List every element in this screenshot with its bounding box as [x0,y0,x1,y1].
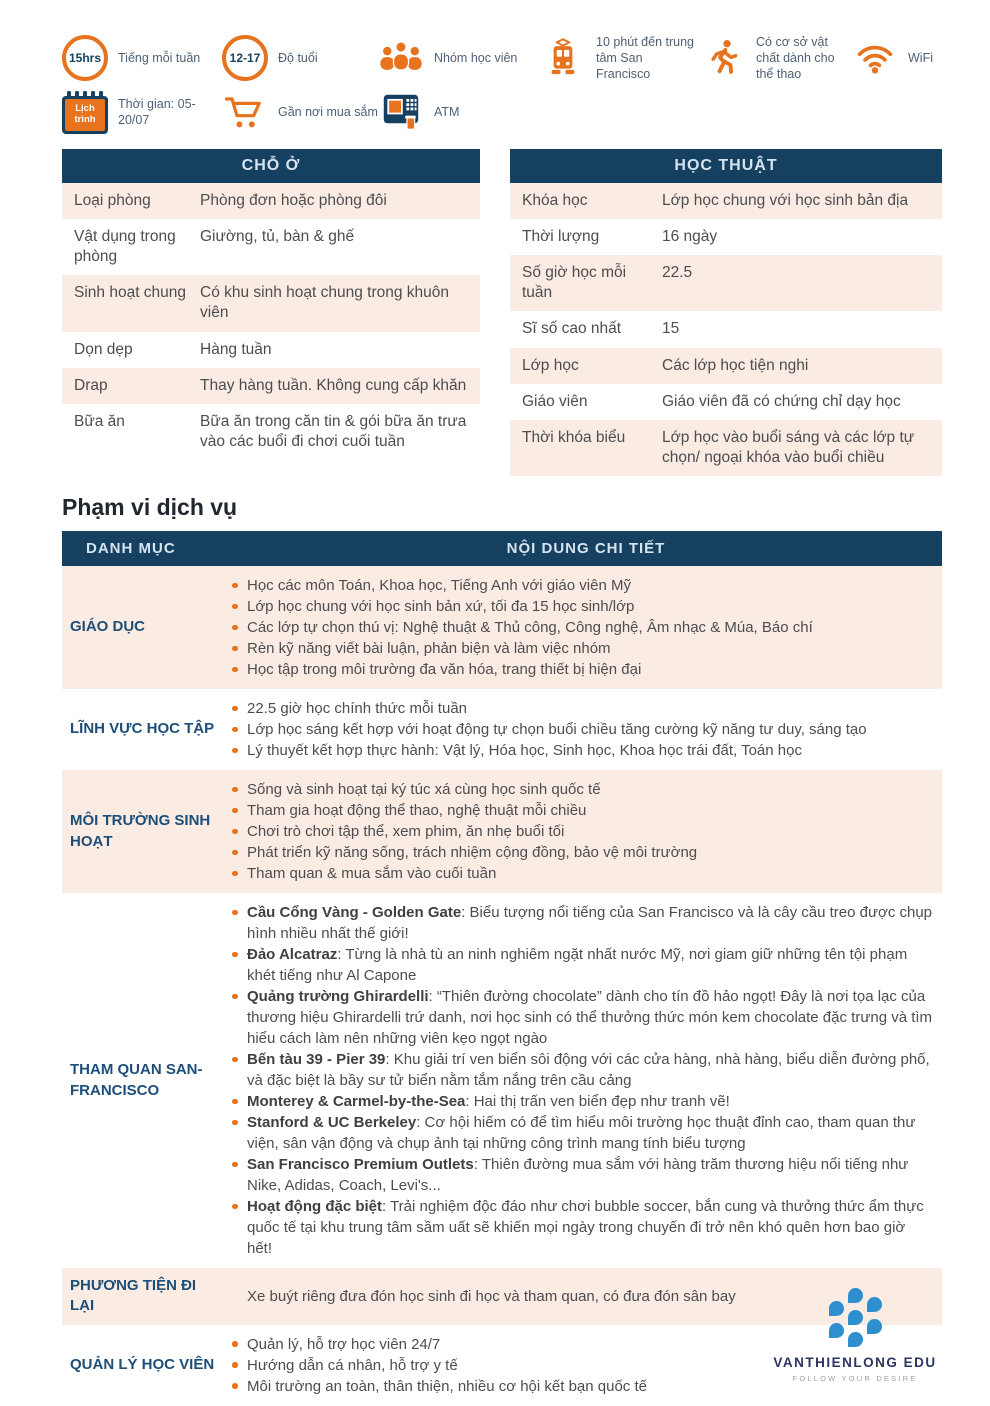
table-row [510,255,942,311]
bullet-item: Hướng dẫn cá nhân, hỗ trợ y tế [230,1355,920,1376]
table-row [510,384,942,420]
column-header-category: DANH MỤC [86,540,176,558]
table-row [62,275,480,331]
table-row [510,311,942,347]
row-label: Dọn dẹp [74,340,133,358]
bullet-item: Lý thuyết kết hợp thực hành: Vật lý, Hóa học, Sinh học, Khoa học trái đất, Toán học [230,740,934,761]
feature-age-label: Độ tuổi [278,51,318,65]
bullet-item: Hoạt động đặc biệt: Trải nghiệm độc đáo như chơi bubble soccer, bắn cung và thưởng thức ẩm thực quốc tế tại khu trung tâm sầm uất sẽ khiến mọi ngày trong chuyến đi trở nên khó quên hơn bao giờ hết! [230,1196,934,1259]
row-value: Phòng đơn hoặc phòng đôi [200,191,387,209]
bullet-item: Học các môn Toán, Khoa học, Tiếng Anh với giáo viên Mỹ [230,575,934,596]
service-category: THAM QUAN SAN-FRANCISCO [70,1061,203,1099]
bullet-item: Sống và sinh hoạt tại ký túc xá cùng học sinh quốc tế [230,779,934,800]
row-label: Giáo viên [522,392,588,410]
feature-group-label: Nhóm học viên [434,51,518,65]
row-label: Khóa học [522,191,588,209]
brand-logo [760,1288,950,1383]
row-label: Lớp học [522,356,579,374]
row-value: Lớp học chung với học sinh bản địa [662,191,909,209]
feature-shopping [222,91,378,134]
feature-row-1 [62,34,942,82]
bullet-item: Quản lý, hỗ trợ học viên 24/7 [230,1334,920,1355]
calendar-icon-text: Lịch trình [65,99,105,131]
row-value: 22.5 [662,264,693,282]
bullet-list [230,779,934,884]
row-label: Vật dụng trong phòng [74,227,176,266]
row-value: Thay hàng tuần. Không cung cấp khăn [200,376,467,394]
atm-icon [378,93,424,131]
bullet-list [230,698,934,761]
feature-wifi [852,34,942,82]
table-row [62,332,480,368]
feature-schedule-label: Thời gian: 05-20/07 [118,97,196,128]
table-row [62,404,480,460]
row-value: 15 [662,320,680,338]
row-label: Bữa ăn [74,412,125,430]
wifi-icon [852,42,898,74]
bullet-item: Lớp học sáng kết hợp với hoạt động tự chọn buổi chiều tăng cường kỹ năng tư duy, sáng tạo [230,719,934,740]
row-value: Lớp học vào buổi sáng và các lớp tự chọn/ ngoại khóa vào buổi chiều [662,428,915,466]
row-label: Sinh hoạt chung [74,284,187,302]
column-header-detail: NỘI DUNG CHI TIẾT [506,540,666,558]
bullet-item: Rèn kỹ năng viết bài luận, phản biện và làm việc nhóm [230,638,934,659]
row-value: Hàng tuần [200,340,272,358]
age-badge-text: 12-17 [229,51,261,65]
table-row [510,219,942,255]
feature-hours [62,34,222,82]
row-label: Thời lượng [522,227,600,245]
bullet-item: Monterey & Carmel-by-the-Sea: Hai thị trấn ven biển đẹp như tranh vẽ! [230,1091,934,1112]
row-label: Sĩ số cao nhất [522,320,622,338]
feature-group [378,34,540,82]
row-label: Thời khóa biểu [522,428,626,446]
bullet-item: Phát triển kỹ năng sống, trách nhiệm cộng đồng, bảo vệ môi trường [230,842,934,863]
bullet-item: Chơi trò chơi tập thể, xem phim, ăn nhẹ buổi tối [230,821,934,842]
row-value: Có khu sinh hoạt chung trong khuôn viên [200,284,450,322]
bullet-list [230,575,934,680]
brand-name: VANTHIENLONG EDU [773,1355,937,1370]
row-value: Các lớp học tiện nghi [662,356,809,374]
service-row-sightseeing [62,893,942,1268]
academic-table-title: HỌC THUẬT [510,149,942,183]
service-row-living [62,770,942,893]
transport-note: Xe buýt riêng đưa đón học sinh đi học và tham quan, có đưa đón sân bay [247,1287,736,1305]
shopping-cart-icon [222,93,268,131]
table-row [510,183,942,219]
table-row [62,219,480,275]
hours-badge-text: 15hrs [68,51,102,65]
vanthienlong-logo-icon [822,1288,888,1348]
services-table [62,531,942,1406]
service-category: MÔI TRƯỜNG SINH HOẠT [70,812,211,850]
feature-tram-label: 10 phút đến trung tâm San Francisco [596,35,694,81]
bullet-item: Stanford & UC Berkeley: Cơ hội hiếm có để tìm hiểu môi trường học thuật đỉnh cao, tham quan thư viện, sân vận động và chụp ảnh tại những công trình mang tính biểu tượng [230,1112,934,1154]
tram-icon [540,38,586,78]
feature-shopping-label: Gần nơi mua sắm [278,105,378,120]
feature-atm-label: ATM [434,105,460,120]
row-value: Bữa ăn trong căn tin & gói bữa ăn trưa vào các buổi đi chơi cuối tuần [200,412,467,450]
feature-row-2 [62,91,942,134]
service-row-education [62,566,942,689]
bullet-list [230,902,934,1259]
bullet-item: Đảo Alcatraz: Từng là nhà tù an ninh nghiêm ngặt nhất nước Mỹ, nơi giam giữ những tên tội phạm khét tiếng như Al Capone [230,944,934,986]
row-value: Giường, tủ, bàn & ghế [200,227,355,245]
bullet-item: Học tập trong môi trường đa văn hóa, trang thiết bị hiện đại [230,659,934,680]
bullet-item: San Francisco Premium Outlets: Thiên đường mua sắm với hàng trăm thương hiệu nổi tiếng như Nike, Adidas, Coach, Levi's... [230,1154,934,1196]
academic-table [510,149,942,476]
accommodation-table-title: CHỖ Ở [62,149,480,183]
hours-badge-icon [62,35,108,81]
bullet-item: Cầu Cổng Vàng - Golden Gate: Biểu tượng nổi tiếng của San Francisco và là cây cầu treo được chụp hình nhiều nhất thế giới! [230,902,934,944]
row-label: Số giờ học mỗi tuần [522,264,627,302]
accommodation-table [62,149,480,476]
bullet-item: Tham quan & mua sắm vào cuối tuần [230,863,934,884]
people-group-icon [378,41,424,75]
row-label: Drap [74,376,108,394]
bullet-item: Bến tàu 39 - Pier 39: Khu giải trí ven biển sôi động với các cửa hàng, nhà hàng, biểu diễn đường phố, và đặc biệt là bầy sư tử biển nằm tắm nắng trên cầu cảng [230,1049,934,1091]
feature-header [62,34,942,134]
calendar-icon [62,91,108,134]
table-row [62,183,480,219]
bullet-item: Lớp học chung với học sinh bản xứ, tối đa 15 học sinh/lớp [230,596,934,617]
feature-atm [378,91,540,134]
service-category: QUẢN LÝ HỌC VIÊN [70,1355,215,1373]
feature-schedule [62,91,222,134]
service-category: GIÁO DỤC [70,618,145,636]
feature-sport [700,34,852,82]
service-row-academics [62,689,942,770]
bullet-item: 22.5 giờ học chính thức mỗi tuần [230,698,934,719]
age-badge-icon [222,35,268,81]
bullet-item: Môi trường an toàn, thân thiện, nhiều cơ hội kết bạn quốc tế [230,1376,920,1397]
feature-tram [540,34,700,82]
bullet-item: Các lớp tự chọn thú vị: Nghệ thuật & Thủ công, Công nghệ, Âm nhạc & Múa, Báo chí [230,617,934,638]
feature-wifi-label: WiFi [908,51,933,65]
services-heading: Phạm vi dịch vụ [62,494,238,521]
table-row [510,348,942,384]
bullet-item: Quảng trường Ghirardelli: “Thiên đường chocolate” dành cho tín đồ hảo ngọt! Đây là nơi tọa lạc của thương hiệu Ghirardelli trứ danh, nơi học sinh có thể thưởng thức món kem chocolate đặc trưng và tìm hiểu cách làm nên những viên kẹo ngọt ngào [230,986,934,1049]
row-value: Giáo viên đã có chứng chỉ dạy học [662,392,901,410]
feature-sport-label: Có cơ sở vật chất dành cho thể thao [756,35,835,81]
service-category: LĨNH VỰC HỌC TẬP [70,720,215,738]
info-tables [62,149,942,476]
service-category: PHƯƠNG TIỆN ĐI LẠI [70,1277,197,1315]
bullet-item: Tham gia hoạt động thể thao, nghệ thuật mỗi chiều [230,800,934,821]
runner-icon [700,39,746,77]
row-value: 16 ngày [662,227,718,245]
row-label: Loại phòng [74,191,151,209]
services-table-header [62,531,942,566]
feature-hours-label: Tiếng mỗi tuần [118,51,201,65]
table-row [510,420,942,476]
brand-tagline: FOLLOW YOUR DESIRE [792,1374,918,1383]
feature-age [222,34,378,82]
table-row [62,368,480,404]
